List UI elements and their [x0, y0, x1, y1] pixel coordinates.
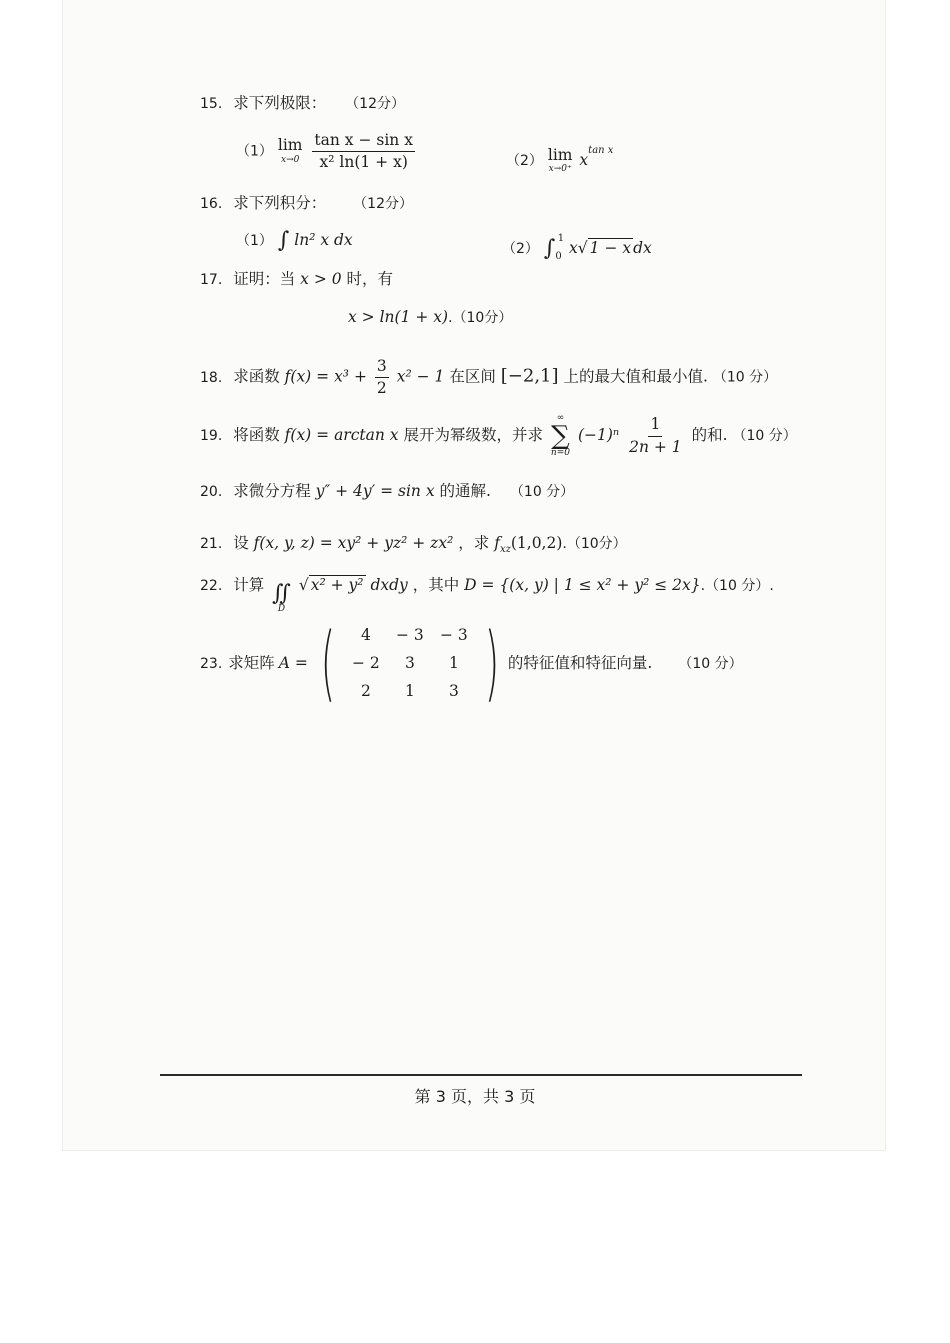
question-points: .（10 分）. [700, 578, 774, 594]
double-integral [272, 583, 291, 614]
question-text-post: 上的最大值和最小值. [563, 367, 708, 386]
partial-subscript: xz [499, 544, 511, 556]
coefficient-fraction: $\frac{3}{2}$ [376, 357, 387, 398]
function-rhs: x² − 1 [396, 367, 445, 386]
question-points: （10 分） [712, 369, 778, 386]
integrand-suffix: dx [633, 239, 652, 257]
part-label: （1） [236, 143, 273, 160]
matrix-cell: 2 [360, 682, 371, 701]
question-19 [200, 414, 797, 458]
question-number: 17. [200, 272, 223, 288]
question-points: （10 分） [509, 484, 575, 500]
matrix-table [344, 622, 476, 706]
question-points: （12分） [345, 96, 405, 112]
question-17 [200, 272, 393, 288]
question-22 [200, 578, 774, 614]
summation [551, 414, 570, 458]
integration-domain-label: D [277, 604, 286, 614]
question-points: .（10分） [562, 536, 627, 552]
integral-sign: ∫ [277, 228, 290, 253]
question-number: 18. [200, 369, 223, 386]
sqrt-sign: √ [577, 239, 588, 257]
matrix-cell: 4 [360, 626, 371, 645]
condition: x > 0 [300, 270, 342, 288]
double-integral-sign: ∬ [272, 581, 291, 606]
matrix-row [344, 678, 476, 706]
matrix-name: A = [278, 654, 308, 673]
matrix-row [344, 650, 476, 678]
question-text-pre: 求微分方程 [233, 482, 311, 500]
question-text: 求下列极限： [233, 94, 327, 112]
matrix-cell: − 3 [396, 626, 424, 645]
sum-upper: ∞ [556, 413, 565, 423]
question-16-part-2 [502, 234, 652, 262]
inequality: x > ln(1 + x) [348, 308, 449, 326]
matrix-cell: − 3 [440, 626, 468, 645]
question-text-mid: 在区间 [449, 367, 496, 386]
footer-divider [160, 1074, 802, 1076]
integrand-prefix: x [569, 239, 578, 257]
question-20 [200, 484, 574, 500]
question-text-pre: 证明：当 [233, 270, 296, 288]
limit-operator: lim x→0 [277, 136, 303, 165]
question-text-pre: 将函数 [233, 426, 280, 444]
limit-fraction: $\frac{\text{tan x − sin x}}{\text{x² ln(1 + x)}}$ [314, 131, 413, 172]
question-16 [200, 196, 413, 212]
question-text: 求下列积分： [233, 194, 327, 212]
integral-lower-limit: 0 [555, 251, 562, 262]
matrix-cell: 3 [448, 682, 459, 701]
question-23 [200, 616, 743, 711]
question-text-post: 的特征值和特征向量. [507, 654, 653, 673]
matrix [312, 616, 508, 711]
question-points: （10 分） [678, 656, 743, 672]
part-label: （2） [502, 241, 539, 257]
integral-upper-limit: 1 [557, 233, 565, 244]
question-text-post: 时，有 [346, 270, 394, 288]
question-number: 21. [200, 536, 223, 552]
question-21 [200, 536, 627, 555]
question-text-pre: 设 [233, 534, 249, 552]
question-number: 15. [200, 96, 223, 112]
question-number: 23. [200, 656, 223, 672]
question-points: （10 分） [732, 428, 797, 444]
question-number: 20. [200, 484, 223, 500]
part-label: （1） [236, 233, 273, 249]
question-text-post: 的和. [691, 426, 728, 444]
evaluation-point: (1,0,2) [510, 534, 563, 552]
question-points: .（10分） [448, 310, 513, 326]
question-17-formula [348, 310, 512, 326]
function: f(x, y, z) = xy² + yz² + zx² [253, 534, 454, 552]
sqrt-radicand: 1 − x [589, 239, 632, 257]
matrix-cell: − 2 [352, 654, 380, 673]
differential-equation: y″ + 4y′ = sin x [315, 482, 435, 500]
question-text-mid: ，求 [458, 534, 490, 552]
question-number: 16. [200, 196, 223, 212]
part-label: （2） [506, 153, 543, 169]
function: f(x) = arctan x [284, 426, 399, 444]
matrix-left-paren: ( [320, 616, 336, 711]
question-text-mid: 展开为幂级数，并求 [403, 426, 543, 444]
sqrt-sign: √ [298, 576, 309, 594]
integral-sign: ∫ [543, 236, 556, 261]
matrix-row [344, 622, 476, 650]
question-18 [200, 358, 777, 397]
matrix-cell: 1 [448, 654, 459, 673]
question-text-pre: 求矩阵 [228, 654, 275, 673]
question-15-part-2 [506, 146, 613, 174]
sum-sign: ∑ [551, 421, 570, 451]
question-number: 22. [200, 578, 223, 594]
power-base: x [579, 151, 589, 169]
sum-lower: n=0 [550, 448, 570, 458]
question-15 [200, 96, 405, 112]
series-fraction: $\frac{1}{2n + 1}$ [629, 415, 682, 456]
question-text-post: 的通解. [439, 482, 491, 500]
series-term: (−1)ⁿ [577, 426, 620, 444]
question-text-pre: 求函数 [233, 367, 280, 386]
page-number: 第 3 页，共 3 页 [414, 1087, 536, 1106]
matrix-cell: 1 [404, 682, 415, 701]
question-points: （12分） [353, 196, 413, 212]
integrand: ln² x dx [294, 231, 353, 249]
differential: dxdy [370, 576, 408, 594]
question-16-part-1 [236, 230, 353, 252]
question-text-pre: 计算 [233, 576, 265, 594]
function-lhs: f(x) = x³ + [284, 367, 367, 386]
power-exponent: tan x [588, 145, 614, 156]
matrix-cell: 3 [404, 654, 415, 673]
partial-derivative: f [494, 534, 500, 552]
question-number: 19. [200, 428, 223, 444]
limit-operator: lim x→0⁺ [547, 145, 573, 175]
integration-domain: D = {(x, y) | 1 ≤ x² + y² ≤ 2x} [464, 576, 701, 594]
sqrt-radicand: x² + y² [310, 576, 364, 594]
question-text-mid: ，其中 [412, 576, 460, 594]
interval: [−2,1] [500, 365, 559, 387]
matrix-right-paren: ) [484, 616, 500, 711]
question-15-part-1 [236, 132, 418, 171]
